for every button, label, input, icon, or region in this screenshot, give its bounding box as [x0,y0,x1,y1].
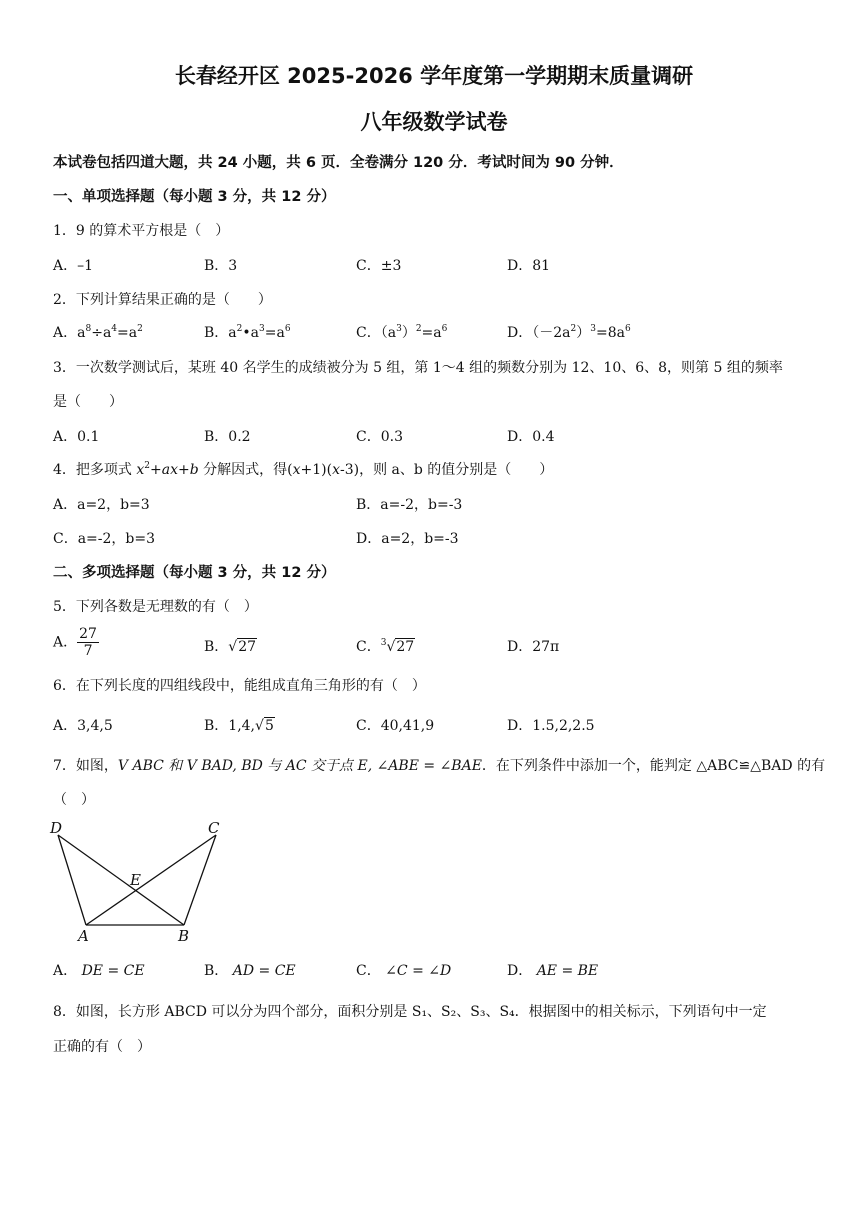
q5-option-c: C．$^3$√27 [356,638,415,655]
segment-da [58,835,86,925]
fraction: $\frac{27}{7}$ [79,626,97,659]
question-7-stem-line2: （ ） [53,792,95,808]
q2-option-d: D．$(-2a^2)^3=8a^6$ [507,324,631,341]
question-3-stem-line2: 是（ ） [53,394,123,410]
question-2-stem: 2．下列计算结果正确的是（ ） [53,292,272,308]
question-4-stem: 4．把多项式 $x^2+ax+b$ 分解因式，得(x+1)(x-3)，则 a、b 的值分别是（ ） [53,461,554,478]
q5-option-b: B．√27 [204,639,257,655]
question-1-stem: 1．9 的算术平方根是（ ） [53,223,230,239]
question-3-stem-line1: 3．一次数学测试后，某班 40 名学生的成绩被分为 5 组，第 1～4 组的频数分别为 12、10、6、8，则第 5 组的频率 [53,360,783,376]
page-subtitle: 八年级数学试卷 [360,110,508,134]
q2-option-b: B．$a^2•a^3=a^6$ [204,324,291,341]
q3-option-d: D．0.4 [507,429,555,445]
label-b: B [178,927,190,945]
segment-db [58,835,184,925]
q6-option-b: B．1,4,√5 [204,718,274,734]
q7-option-c: C． ∠C = ∠D [356,963,452,979]
q6-option-a: A．3,4,5 [53,718,113,734]
q5-option-d: D．27π [507,639,560,655]
q7-option-a: A． DE = CE [53,963,145,979]
q4-option-a: A．a=2，b=3 [53,497,150,513]
page-title: 长春经开区 2025-2026 学年度第一学期期末质量调研 [174,64,694,88]
q3-option-a: A．0.1 [53,429,100,445]
question-7-stem: 7．如图，V ABC 和 V BAD, BD 与 AC 交于点 E, ∠ABE = ∠BAE．在下列条件中添加一个，能判定 △ABC≌△BAD 的有 [53,758,826,774]
section-title-multiple-choice: 二、多项选择题（每小题 3 分，共 12 分） [53,565,336,581]
q4-option-b: B．a=-2，b=-3 [356,497,463,513]
q4-option-c: C．a=-2，b=3 [53,531,156,547]
exam-intro: 本试卷包括四道大题，共 24 小题，共 6 页．全卷满分 120 分．考试时间为 90 分钟． [53,155,624,171]
segment-bc [184,835,216,925]
q3-option-b: B．0.2 [204,429,251,445]
q3-option-c: C．0.3 [356,429,403,445]
q7-option-b: B． AD = CE [204,963,296,979]
question-6-stem: 6．在下列长度的四组线段中，能组成直角三角形的有（ ） [53,678,426,694]
q1-option-c: C．±3 [356,258,402,274]
section-title-single-choice: 一、单项选择题（每小题 3 分，共 12 分） [53,189,336,205]
label-e: E [130,871,141,889]
label-c: C [208,819,220,837]
q1-option-a: A．–1 [53,258,94,274]
q6-option-c: C．40,41,9 [356,718,435,734]
question-8-stem-line2: 正确的有（ ） [53,1039,151,1055]
q6-option-d: D．1.5,2,2.5 [507,718,595,734]
q4-option-d: D．a=2，b=-3 [356,531,459,547]
label-a: A [78,927,89,945]
question-8-stem-line1: 8．如图，长方形 ABCD 可以分为四个部分，面积分别是 S₁、S₂、S₃、S₄．根据图中的相关标示，下列语句中一定 [53,1004,767,1020]
q2-option-c: C．$(a^3)^2=a^6$ [356,324,448,341]
q2-option-a: A．$a^8\div a^4=a^2$ [53,324,143,341]
q5-option-a: A． $\frac{27}{7}$ [53,626,97,659]
q1-option-d: D．81 [507,258,551,274]
q7-option-d: D． AE = BE [507,963,599,979]
label-d: D [50,819,63,837]
q7-figure [48,815,238,945]
segment-ac [86,835,216,925]
question-5-stem: 5．下列各数是无理数的有（ ） [53,599,258,615]
q1-option-b: B．3 [204,258,238,274]
